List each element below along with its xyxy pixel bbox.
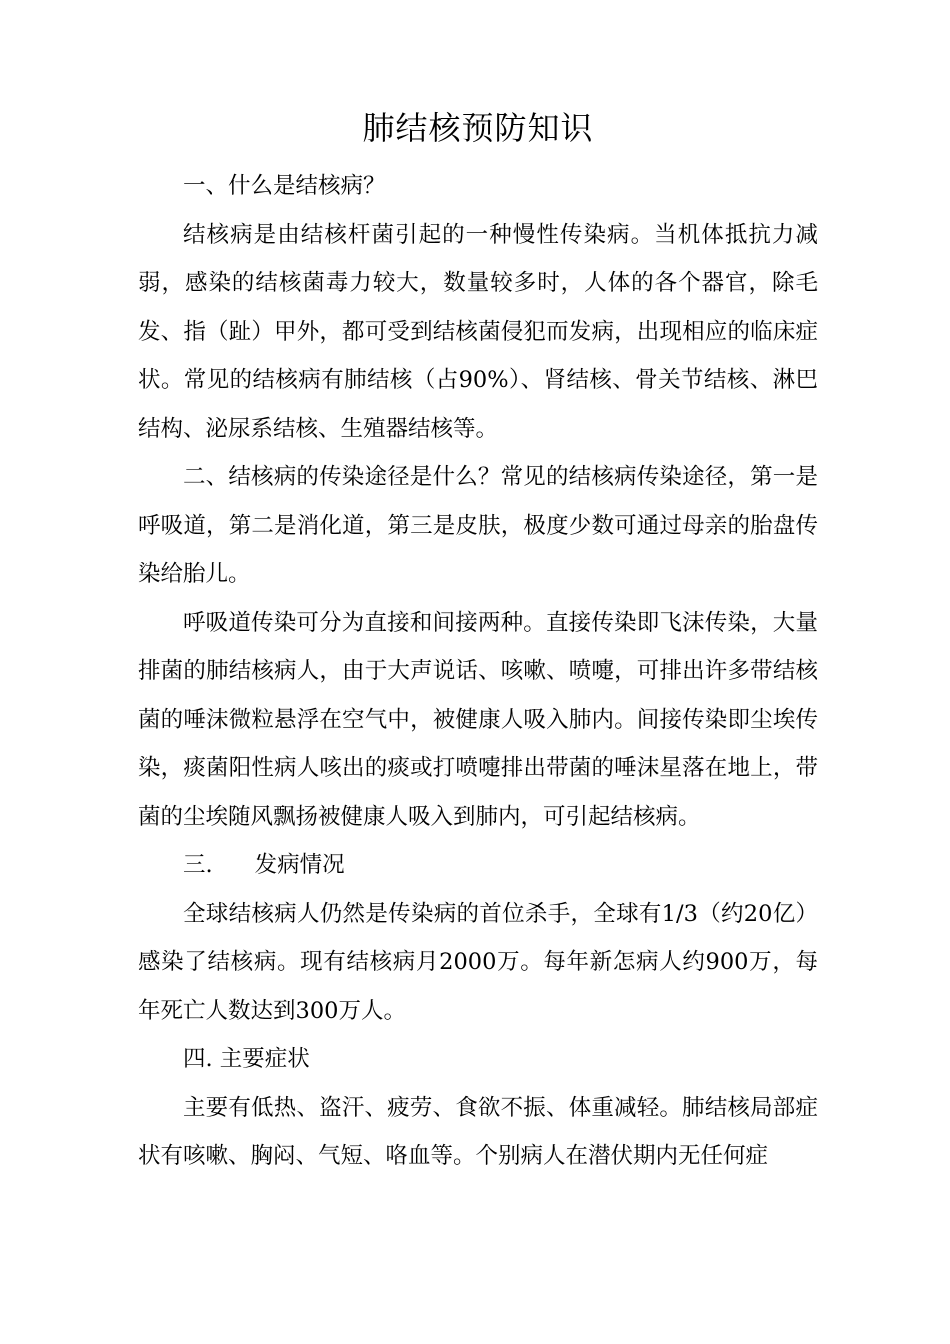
section-3-body: 全球结核病人仍然是传染病的首位杀手，全球有1/3（约20亿）感染了结核病。现有结核病月2000万。每年新怎病人约900万，每年死亡人数达到300万人。 bbox=[138, 900, 818, 1024]
section-3-number: 三. bbox=[183, 852, 213, 878]
section-2-body: 二、结核病的传染途径是什么？常见的结核病传染途径，第一是呼吸道，第二是消化道，第三是皮肤，极度少数可通过母亲的胎盘传染给胎儿。 bbox=[138, 464, 818, 587]
document-page bbox=[138, 100, 818, 1181]
section-1-heading: 一、什么是结核病？ bbox=[183, 173, 386, 199]
section-4-heading: 四. 主要症状 bbox=[183, 1046, 310, 1072]
section-1-body: 结核病是由结核杆菌引起的一种慢性传染病。当机体抵抗力减弱，感染的结核菌毒力较大，数量较多时，人体的各个器官，除毛发、指（趾）甲外，都可受到结核菌侵犯而发病，出现相应的临床症状。常见的结核病有肺结核（占90%）、肾结核、骨关节结核、淋巴结构、泌尿系结核、生殖器结核等。 bbox=[138, 221, 818, 442]
section-3-heading bbox=[138, 841, 818, 890]
document-title: 肺结核预防知识 bbox=[362, 109, 594, 147]
section-4-body: 主要有低热、盗汗、疲劳、食欲不振、体重减轻。肺结核局部症状有咳嗽、胸闷、气短、咯血等。个别病人在潜伏期内无任何症 bbox=[138, 1094, 818, 1169]
section-3-title: 发病情况 bbox=[254, 852, 345, 878]
section-2-transmission-body: 呼吸道传染可分为直接和间接两种。直接传染即飞沫传染，大量排菌的肺结核病人，由于大声说话、咳嗽、喷嚏，可排出许多带结核菌的唾沫微粒悬浮在空气中，被健康人吸入肺内。间接传染即尘埃传染，痰菌阳性病人咳出的痰或打喷嚏排出带菌的唾沫星落在地上，带菌的尘埃随风飘扬被健康人吸入到肺内，可引起结核病。 bbox=[138, 609, 818, 830]
